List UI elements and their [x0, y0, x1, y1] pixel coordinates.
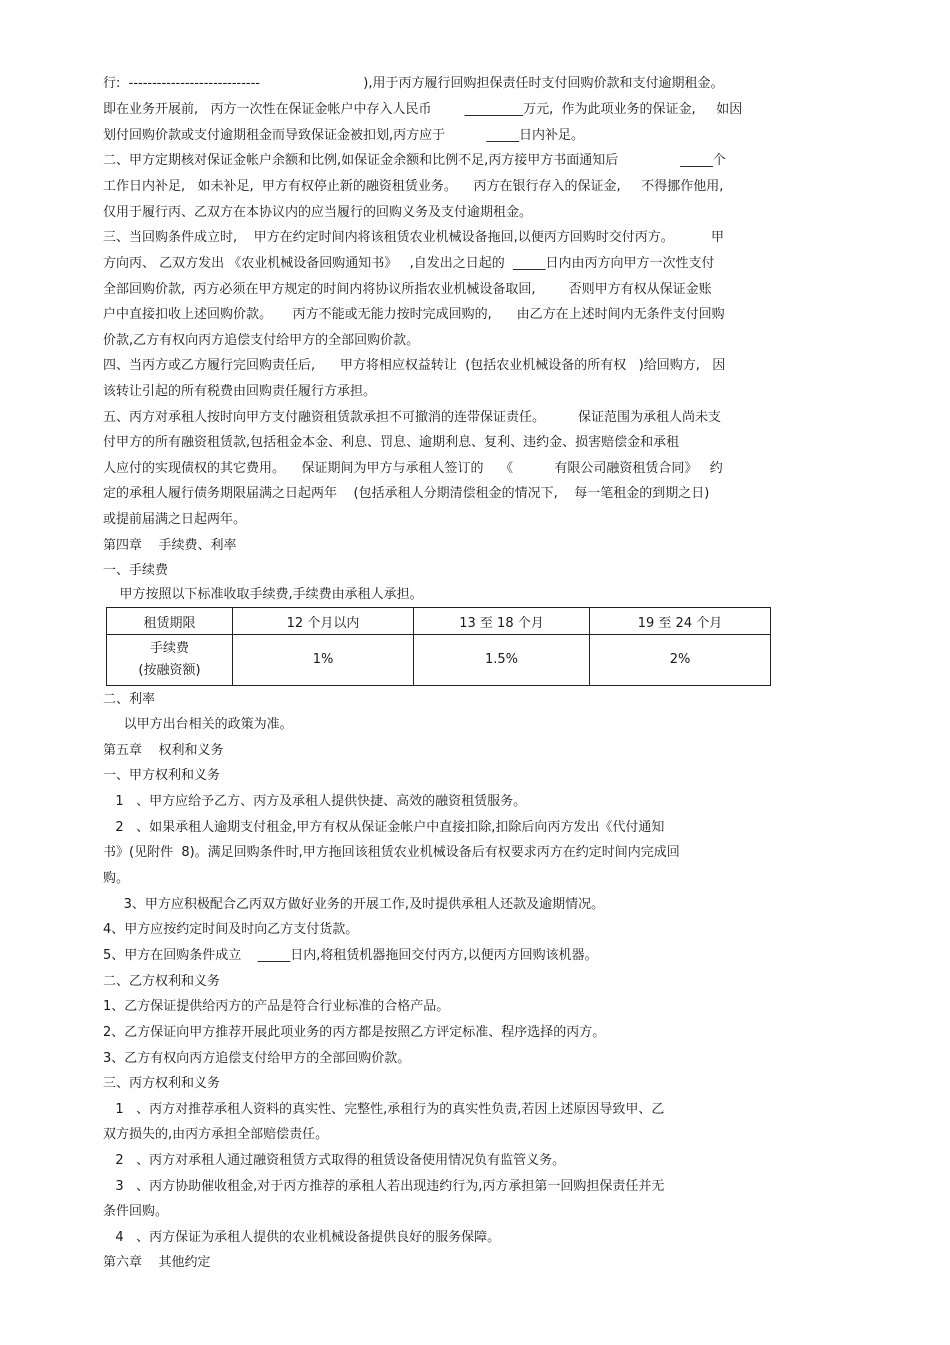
table-header-cell: 13 至 18 个月	[414, 608, 590, 635]
text-line: 人应付的实现债权的其它费用。 保证期间为甲方与承租人签订的 《 有限公司融资租赁合同》 约	[103, 461, 723, 476]
fee-table	[106, 607, 771, 686]
text-line: 四、当丙方或乙方履行完回购责任后, 甲方将相应权益转让 (包括农业机械设备的所有权 )给回购方, 因	[103, 358, 726, 373]
text-line: 工作日内补足, 如未补足, 甲方有权停止新的融资租赁业务。 丙方在银行存入的保证金, 不得挪作他用,	[103, 179, 724, 194]
text-line: 定的承租人履行债务期限届满之日起两年 (包括承租人分期清偿租金的情况下, 每一笔租金的到期之日)	[103, 486, 710, 501]
text-line: 1、乙方保证提供给丙方的产品是符合行业标准的合格产品。	[103, 999, 450, 1014]
table-row-label	[107, 635, 233, 686]
text-line: 付甲方的所有融资租赁款,包括租金本金、利息、罚息、逾期利息、复利、违约金、损害赔偿金和承租	[103, 435, 680, 450]
table-cell: 1%	[233, 635, 414, 686]
text-line: 1 、丙方对推荐承租人资料的真实性、完整性,承租行为的真实性负责,若因上述原因导致甲、乙	[103, 1102, 665, 1117]
text-line: 5、甲方在回购条件成立 _____日内,将租赁机器拖回交付丙方,以便丙方回购该机器。	[103, 948, 598, 963]
row-label-line-1: 手续费	[149, 641, 189, 656]
text-line: 书》(见附件 8)。满足回购条件时,甲方拖回该租赁农业机械设备后有权要求丙方在约定时间内完成回	[103, 845, 680, 860]
text-line: 二、甲方定期核对保证金帐户余额和比例,如保证金余额和比例不足,丙方接甲方书面通知后 _____个	[103, 153, 726, 168]
section-heading: 一、手续费	[103, 563, 169, 578]
chapter-heading: 第六章 其他约定	[103, 1255, 211, 1270]
text-line: 双方损失的,由丙方承担全部赔偿责任。	[103, 1127, 329, 1142]
text-line: 该转让引起的所有税费由回购责任履行方承担。	[103, 384, 377, 399]
table-header-cell: 12 个月以内	[233, 608, 414, 635]
text-line: 行: ---------------------------- ),用于丙方履行回购担保责任时支付回购价款和支付逾期租金。	[103, 76, 724, 91]
text-line: 3 、丙方协助催收租金,对于丙方推荐的承租人若出现违约行为,丙方承担第一回购担保责任并无	[103, 1179, 665, 1194]
text-line: 全部回购价款, 丙方必须在甲方规定的时间内将协议所指农业机械设备取回, 否则甲方有权从保证金账	[103, 282, 712, 297]
table-header-cell: 租赁期限	[107, 608, 233, 635]
text-line: 甲方按照以下标准收取手续费,手续费由承租人承担。	[103, 587, 423, 602]
text-line: 3、甲方应积极配合乙丙双方做好业务的开展工作,及时提供承租人还款及逾期情况。	[103, 897, 605, 912]
chapter-heading: 第四章 手续费、利率	[103, 538, 237, 553]
text-line: 五、丙方对承租人按时向甲方支付融资租赁款承担不可撤消的连带保证责任。 保证范围为承租人尚未支	[103, 410, 722, 425]
text-line: 2 、丙方对承租人通过融资租赁方式取得的租赁设备使用情况负有监管义务。	[103, 1153, 566, 1168]
section-heading: 二、利率	[103, 692, 156, 707]
table-header-cell: 19 至 24 个月	[590, 608, 771, 635]
chapter-heading: 第五章 权利和义务	[103, 743, 224, 758]
text-line: 购。	[103, 871, 130, 886]
text-line: 条件回购。	[103, 1204, 169, 1219]
section-heading: 三、丙方权利和义务	[103, 1076, 221, 1091]
text-line: 划付回购价款或支付逾期租金而导致保证金被扣划,丙方应于 _____日内补足。	[103, 128, 584, 143]
text-line: 户中直接扣收上述回购价款。 丙方不能或无能力按时完成回购的, 由乙方在上述时间内无条件支付回购	[103, 307, 725, 322]
text-line: 或提前届满之日起两年。	[103, 512, 247, 527]
table-cell: 1.5%	[414, 635, 590, 686]
section-heading: 二、乙方权利和义务	[103, 974, 221, 989]
text-line: 以甲方出台相关的政策为准。	[103, 717, 293, 732]
text-line: 4 、丙方保证为承租人提供的农业机械设备提供良好的服务保障。	[103, 1230, 501, 1245]
row-label-line-2: (按融资额)	[138, 663, 201, 678]
text-line: 4、甲方应按约定时间及时向乙方支付货款。	[103, 922, 359, 937]
text-line: 2、乙方保证向甲方推荐开展此项业务的丙方都是按照乙方评定标准、程序选择的丙方。	[103, 1025, 606, 1040]
text-line: 3、乙方有权向丙方追偿支付给甲方的全部回购价款。	[103, 1051, 411, 1066]
text-line: 即在业务开展前, 丙方一次性在保证金帐户中存入人民币 _________万元, 作为此项业务的保证金, 如因	[103, 102, 743, 117]
section-heading: 一、甲方权利和义务	[103, 768, 221, 783]
text-line: 仅用于履行丙、乙双方在本协议内的应当履行的回购义务及支付逾期租金。	[103, 205, 533, 220]
table-cell: 2%	[590, 635, 771, 686]
text-line: 方向丙、 乙双方发出 《农业机械设备回购通知书》 ,自发出之日起的 _____日内由丙方向甲方一次性支付	[103, 256, 715, 271]
text-line: 价款,乙方有权向丙方追偿支付给甲方的全部回购价款。	[103, 333, 420, 348]
text-line: 三、当回购条件成立时, 甲方在约定时间内将该租赁农业机械设备拖回,以便丙方回购时交付丙方。 甲	[103, 230, 724, 245]
text-line: 2 、如果承租人逾期支付租金,甲方有权从保证金帐户中直接扣除,扣除后向丙方发出《代付通知	[103, 820, 665, 835]
text-line: 1 、甲方应给予乙方、丙方及承租人提供快捷、高效的融资租赁服务。	[103, 794, 527, 809]
